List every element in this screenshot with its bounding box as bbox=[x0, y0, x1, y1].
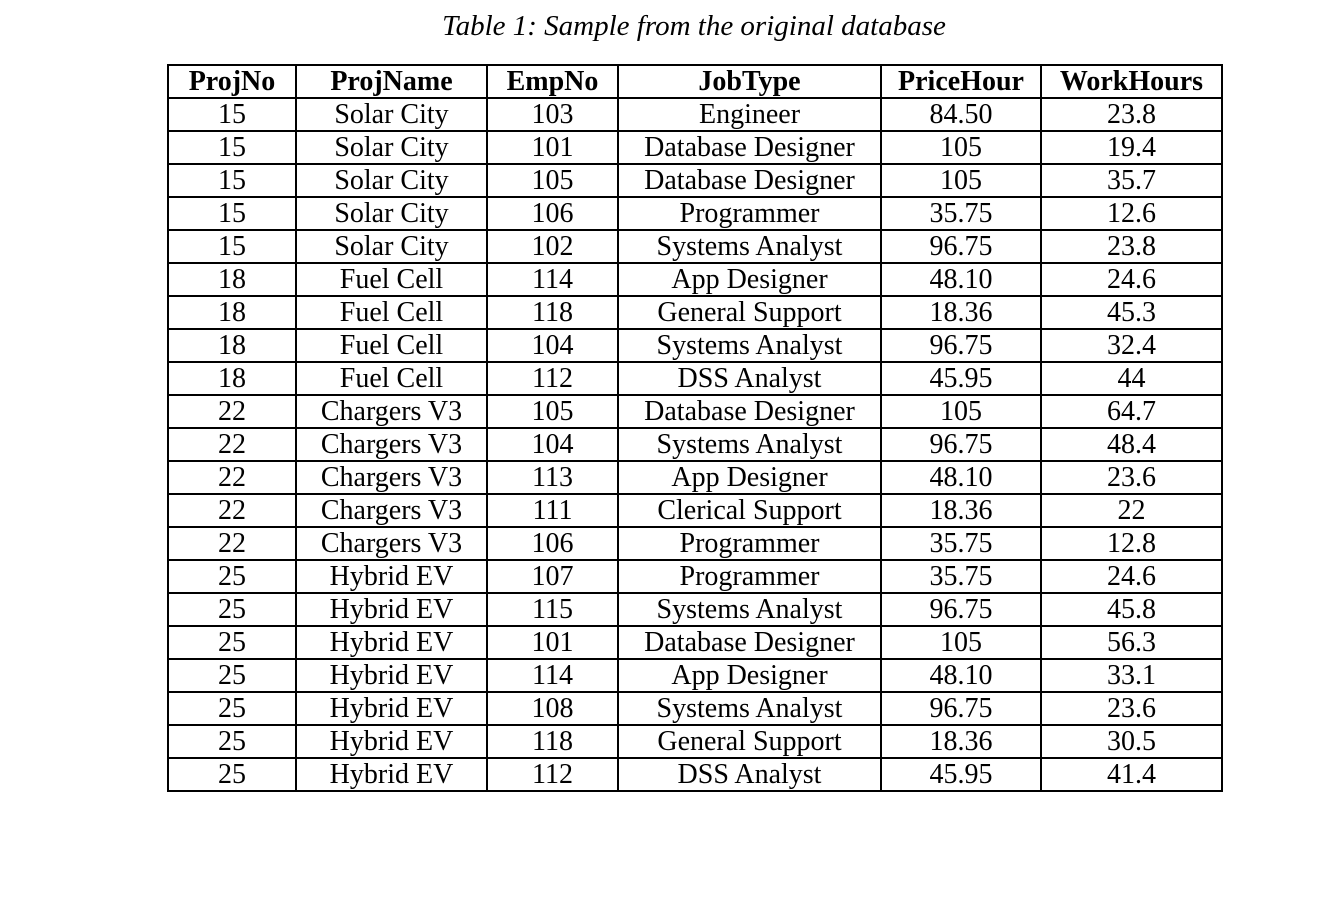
price-hour-cell: 96.75 bbox=[881, 230, 1041, 263]
job-type-cell: DSS Analyst bbox=[618, 758, 881, 791]
job-type-cell: Programmer bbox=[618, 527, 881, 560]
proj-no-cell: 18 bbox=[168, 362, 296, 395]
proj-no-cell: 22 bbox=[168, 461, 296, 494]
work-hours-cell: 19.4 bbox=[1041, 131, 1222, 164]
proj-name-cell: Solar City bbox=[296, 197, 487, 230]
job-type-cell: DSS Analyst bbox=[618, 362, 881, 395]
work-hours-cell: 44 bbox=[1041, 362, 1222, 395]
emp-no-cell: 112 bbox=[487, 758, 618, 791]
proj-no-cell: 25 bbox=[168, 560, 296, 593]
job-type-cell: App Designer bbox=[618, 659, 881, 692]
column-header: JobType bbox=[618, 65, 881, 98]
emp-no-cell: 118 bbox=[487, 296, 618, 329]
table-row bbox=[168, 362, 1222, 395]
work-hours-cell: 64.7 bbox=[1041, 395, 1222, 428]
table-row bbox=[168, 659, 1222, 692]
work-hours-cell: 23.6 bbox=[1041, 692, 1222, 725]
work-hours-cell: 48.4 bbox=[1041, 428, 1222, 461]
proj-name-cell: Hybrid EV bbox=[296, 593, 487, 626]
job-type-cell: Systems Analyst bbox=[618, 428, 881, 461]
table-row bbox=[168, 461, 1222, 494]
proj-name-cell: Chargers V3 bbox=[296, 494, 487, 527]
table-row bbox=[168, 197, 1222, 230]
price-hour-cell: 48.10 bbox=[881, 461, 1041, 494]
table-row bbox=[168, 758, 1222, 791]
proj-no-cell: 15 bbox=[168, 164, 296, 197]
table-row bbox=[168, 98, 1222, 131]
price-hour-cell: 35.75 bbox=[881, 560, 1041, 593]
proj-no-cell: 25 bbox=[168, 758, 296, 791]
proj-name-cell: Chargers V3 bbox=[296, 461, 487, 494]
price-hour-cell: 105 bbox=[881, 164, 1041, 197]
work-hours-cell: 45.3 bbox=[1041, 296, 1222, 329]
job-type-cell: Database Designer bbox=[618, 131, 881, 164]
emp-no-cell: 105 bbox=[487, 164, 618, 197]
proj-no-cell: 25 bbox=[168, 692, 296, 725]
proj-name-cell: Fuel Cell bbox=[296, 263, 487, 296]
column-header: EmpNo bbox=[487, 65, 618, 98]
price-hour-cell: 48.10 bbox=[881, 263, 1041, 296]
job-type-cell: Systems Analyst bbox=[618, 230, 881, 263]
table-row bbox=[168, 263, 1222, 296]
table-row bbox=[168, 395, 1222, 428]
database-sample-table bbox=[167, 64, 1223, 792]
column-header: ProjName bbox=[296, 65, 487, 98]
emp-no-cell: 101 bbox=[487, 131, 618, 164]
job-type-cell: General Support bbox=[618, 725, 881, 758]
price-hour-cell: 45.95 bbox=[881, 758, 1041, 791]
work-hours-cell: 24.6 bbox=[1041, 560, 1222, 593]
proj-name-cell: Hybrid EV bbox=[296, 692, 487, 725]
table-row bbox=[168, 230, 1222, 263]
proj-no-cell: 22 bbox=[168, 494, 296, 527]
proj-no-cell: 15 bbox=[168, 230, 296, 263]
emp-no-cell: 107 bbox=[487, 560, 618, 593]
price-hour-cell: 96.75 bbox=[881, 428, 1041, 461]
proj-name-cell: Hybrid EV bbox=[296, 659, 487, 692]
proj-no-cell: 22 bbox=[168, 428, 296, 461]
work-hours-cell: 30.5 bbox=[1041, 725, 1222, 758]
job-type-cell: General Support bbox=[618, 296, 881, 329]
job-type-cell: Engineer bbox=[618, 98, 881, 131]
proj-no-cell: 25 bbox=[168, 626, 296, 659]
emp-no-cell: 102 bbox=[487, 230, 618, 263]
proj-name-cell: Chargers V3 bbox=[296, 527, 487, 560]
emp-no-cell: 103 bbox=[487, 98, 618, 131]
header-row bbox=[168, 65, 1222, 98]
column-header: ProjNo bbox=[168, 65, 296, 98]
price-hour-cell: 48.10 bbox=[881, 659, 1041, 692]
proj-name-cell: Hybrid EV bbox=[296, 758, 487, 791]
job-type-cell: Database Designer bbox=[618, 164, 881, 197]
emp-no-cell: 104 bbox=[487, 428, 618, 461]
work-hours-cell: 32.4 bbox=[1041, 329, 1222, 362]
price-hour-cell: 45.95 bbox=[881, 362, 1041, 395]
work-hours-cell: 23.8 bbox=[1041, 230, 1222, 263]
job-type-cell: Database Designer bbox=[618, 626, 881, 659]
job-type-cell: App Designer bbox=[618, 461, 881, 494]
price-hour-cell: 84.50 bbox=[881, 98, 1041, 131]
work-hours-cell: 41.4 bbox=[1041, 758, 1222, 791]
emp-no-cell: 108 bbox=[487, 692, 618, 725]
proj-name-cell: Fuel Cell bbox=[296, 296, 487, 329]
proj-name-cell: Chargers V3 bbox=[296, 428, 487, 461]
table-row bbox=[168, 527, 1222, 560]
proj-name-cell: Hybrid EV bbox=[296, 725, 487, 758]
emp-no-cell: 106 bbox=[487, 197, 618, 230]
job-type-cell: Systems Analyst bbox=[618, 329, 881, 362]
proj-name-cell: Fuel Cell bbox=[296, 362, 487, 395]
job-type-cell: Systems Analyst bbox=[618, 593, 881, 626]
price-hour-cell: 35.75 bbox=[881, 197, 1041, 230]
emp-no-cell: 112 bbox=[487, 362, 618, 395]
column-header: PriceHour bbox=[881, 65, 1041, 98]
proj-no-cell: 15 bbox=[168, 131, 296, 164]
table-row bbox=[168, 164, 1222, 197]
job-type-cell: Database Designer bbox=[618, 395, 881, 428]
emp-no-cell: 118 bbox=[487, 725, 618, 758]
proj-no-cell: 15 bbox=[168, 98, 296, 131]
price-hour-cell: 18.36 bbox=[881, 725, 1041, 758]
job-type-cell: Programmer bbox=[618, 560, 881, 593]
proj-no-cell: 22 bbox=[168, 527, 296, 560]
emp-no-cell: 106 bbox=[487, 527, 618, 560]
work-hours-cell: 56.3 bbox=[1041, 626, 1222, 659]
proj-name-cell: Solar City bbox=[296, 131, 487, 164]
price-hour-cell: 18.36 bbox=[881, 494, 1041, 527]
proj-name-cell: Solar City bbox=[296, 164, 487, 197]
work-hours-cell: 12.6 bbox=[1041, 197, 1222, 230]
price-hour-cell: 96.75 bbox=[881, 593, 1041, 626]
emp-no-cell: 105 bbox=[487, 395, 618, 428]
proj-name-cell: Hybrid EV bbox=[296, 626, 487, 659]
table-row bbox=[168, 329, 1222, 362]
emp-no-cell: 114 bbox=[487, 659, 618, 692]
emp-no-cell: 111 bbox=[487, 494, 618, 527]
work-hours-cell: 35.7 bbox=[1041, 164, 1222, 197]
job-type-cell: Programmer bbox=[618, 197, 881, 230]
table-row bbox=[168, 725, 1222, 758]
proj-name-cell: Solar City bbox=[296, 98, 487, 131]
price-hour-cell: 35.75 bbox=[881, 527, 1041, 560]
job-type-cell: Clerical Support bbox=[618, 494, 881, 527]
emp-no-cell: 114 bbox=[487, 263, 618, 296]
proj-no-cell: 25 bbox=[168, 593, 296, 626]
work-hours-cell: 23.8 bbox=[1041, 98, 1222, 131]
price-hour-cell: 105 bbox=[881, 131, 1041, 164]
table-row bbox=[168, 494, 1222, 527]
proj-name-cell: Fuel Cell bbox=[296, 329, 487, 362]
emp-no-cell: 115 bbox=[487, 593, 618, 626]
proj-name-cell: Hybrid EV bbox=[296, 560, 487, 593]
proj-no-cell: 25 bbox=[168, 725, 296, 758]
table-caption: Table 1: Sample from the original database bbox=[442, 10, 946, 42]
emp-no-cell: 113 bbox=[487, 461, 618, 494]
table-body bbox=[168, 98, 1222, 791]
proj-no-cell: 18 bbox=[168, 263, 296, 296]
work-hours-cell: 24.6 bbox=[1041, 263, 1222, 296]
proj-no-cell: 22 bbox=[168, 395, 296, 428]
work-hours-cell: 22 bbox=[1041, 494, 1222, 527]
table-row bbox=[168, 692, 1222, 725]
emp-no-cell: 101 bbox=[487, 626, 618, 659]
table-row bbox=[168, 593, 1222, 626]
price-hour-cell: 18.36 bbox=[881, 296, 1041, 329]
price-hour-cell: 105 bbox=[881, 395, 1041, 428]
emp-no-cell: 104 bbox=[487, 329, 618, 362]
table-row bbox=[168, 560, 1222, 593]
table-row bbox=[168, 626, 1222, 659]
table-row bbox=[168, 131, 1222, 164]
proj-name-cell: Chargers V3 bbox=[296, 395, 487, 428]
work-hours-cell: 12.8 bbox=[1041, 527, 1222, 560]
table-row bbox=[168, 296, 1222, 329]
job-type-cell: App Designer bbox=[618, 263, 881, 296]
proj-no-cell: 18 bbox=[168, 296, 296, 329]
proj-no-cell: 15 bbox=[168, 197, 296, 230]
price-hour-cell: 96.75 bbox=[881, 692, 1041, 725]
price-hour-cell: 105 bbox=[881, 626, 1041, 659]
proj-name-cell: Solar City bbox=[296, 230, 487, 263]
column-header: WorkHours bbox=[1041, 65, 1222, 98]
price-hour-cell: 96.75 bbox=[881, 329, 1041, 362]
work-hours-cell: 45.8 bbox=[1041, 593, 1222, 626]
proj-no-cell: 18 bbox=[168, 329, 296, 362]
work-hours-cell: 33.1 bbox=[1041, 659, 1222, 692]
work-hours-cell: 23.6 bbox=[1041, 461, 1222, 494]
proj-no-cell: 25 bbox=[168, 659, 296, 692]
table-row bbox=[168, 428, 1222, 461]
job-type-cell: Systems Analyst bbox=[618, 692, 881, 725]
